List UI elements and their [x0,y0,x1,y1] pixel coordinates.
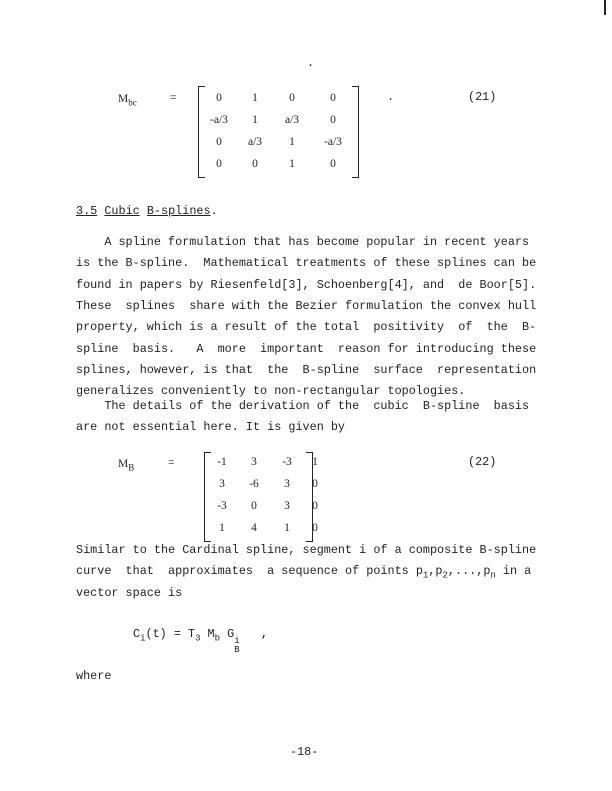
matrix-cell: 4 [251,522,257,534]
equation-number: (22) [468,455,497,469]
text-line: curve that approximates a sequence of points $p_1,p_2,...,p_n$ in a [76,564,532,581]
matrix-cell: -6 [249,478,259,490]
matrix-cell: 3 [284,478,290,490]
matrix-cell: 0 [251,500,257,512]
matrix-cell: 0 [312,478,318,490]
matrix-cell: 0 [330,114,336,126]
matrix-cell: -a/3 [324,136,342,148]
equals-sign: = [168,457,175,469]
matrix-cell: 0 [216,92,222,104]
stray-dot: . [307,56,315,70]
matrix-cell: 3 [284,500,290,512]
matrix-cell: 1 [252,92,258,104]
text-line: found in papers by Riesenfeld[3], Schoenberg[4], and de Boor[5]. [76,278,537,292]
text-line: are not essential here. It is given by [76,420,346,434]
matrix-cell: -3 [217,500,227,512]
matrix-cell: 1 [219,522,225,534]
text-line: vector space is [76,586,183,600]
matrix-cell: 0 [312,500,318,512]
text-line: where [76,669,112,683]
section-heading: 3.5 Cubic B-splines. [76,204,218,218]
matrix-cell: 3 [219,478,225,490]
equals-sign: = [170,92,177,104]
right-bracket [352,86,359,178]
matrix-cell: 1 [289,136,295,148]
matrix-cell: 1 [284,522,290,534]
matrix-cell: 0 [252,158,258,170]
text-line: These splines share with the Bezier formulation the convex hull [76,299,537,313]
trailing-period: . [387,90,395,104]
matrix-cell: a/3 [284,114,300,126]
matrix-cell: -3 [282,456,292,468]
matrix-cell: 0 [216,158,222,170]
matrix-cell: -1 [217,456,227,468]
page-number: -18- [290,745,319,759]
matrix-cell: 0 [216,136,222,148]
matrix-cell: 0 [330,92,336,104]
matrix-cell: 1 [312,456,318,468]
matrix-cell: -a/3 [210,114,228,126]
equation-number: (21) [468,90,497,104]
text-line: splines, however, is that the B-spline surface representation [76,363,537,377]
text-line: Similar to the Cardinal spline, segment i of a composite B-spline [76,543,537,557]
matrix-cell: 3 [251,456,257,468]
matrix-label: $M_B$ [118,458,135,473]
edge-mark [604,0,606,15]
text-line: The details of the derivation of the cubic B-spline basis [76,399,530,413]
curve-equation: $C_i(t) = T_3$ $M_b$ G i B , [133,627,268,655]
matrix-cell: 0 [330,158,336,170]
matrix-label: $M_{bc}$ [118,93,137,108]
text-line: property, which is a result of the total positivity of the B- [76,320,537,334]
matrix-cell: a/3 [247,136,263,148]
matrix-cell: 1 [252,114,258,126]
matrix-cell: 1 [289,158,295,170]
matrix-cell: 0 [289,92,295,104]
matrix-cell: 0 [312,522,318,534]
text-line: A spline formulation that has become popular in recent years [76,235,530,249]
text-line: is the B-spline. Mathematical treatments of these splines can be [76,256,537,270]
text-line: spline basis. A more important reason for introducing these [76,342,537,356]
text-line: generalizes conveniently to non-rectangular topologies. [76,384,466,398]
